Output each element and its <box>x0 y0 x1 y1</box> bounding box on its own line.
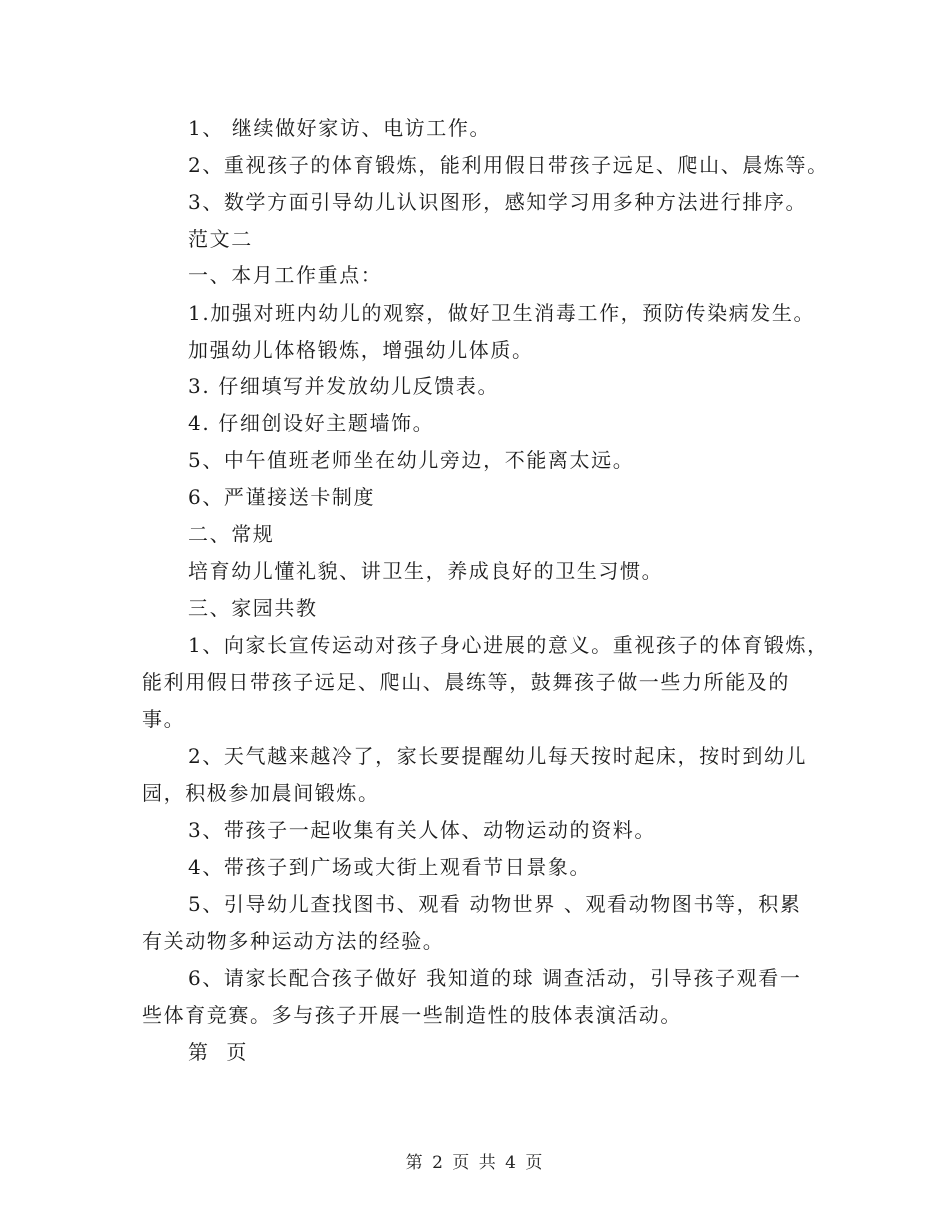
text-line: 第 页 <box>188 1040 253 1064</box>
page-number-footer: 第 2 页 共 4 页 <box>405 1153 545 1173</box>
text-line: 能利用假日带孩子远足、爬山、晨练等，鼓舞孩子做一些力所能及的 <box>142 670 790 694</box>
text-line: 2、重视孩子的体育锻炼，能利用假日带孩子远足、爬山、晨炼等。 <box>188 153 829 177</box>
text-line: 培育幼儿懂礼貌、讲卫生，养成良好的卫生习惯。 <box>188 559 664 583</box>
text-line: 些体育竞赛。多与孩子开展一些制造性的肢体表演活动。 <box>142 1003 682 1027</box>
text-line: 3、带孩子一起收集有关人体、动物运动的资料。 <box>188 818 656 842</box>
text-line: 3、数学方面引导幼儿认识图形，感知学习用多种方法进行排序。 <box>188 190 808 214</box>
section-heading: 三、家园共教 <box>188 596 318 620</box>
section-heading: 二、常规 <box>188 522 275 546</box>
text-line: 5、中午值班老师坐在幼儿旁边，不能离太远。 <box>188 448 635 472</box>
text-line: 事。 <box>142 707 186 731</box>
text-line: 1、向家长宣传运动对孩子身心进展的意义。重视孩子的体育锻炼， <box>188 633 829 657</box>
text-line: 2、天气越来越冷了，家长要提醒幼儿每天按时起床，按时到幼儿 <box>188 744 808 768</box>
section-heading: 范文二 <box>188 227 253 251</box>
text-line: 加强幼儿体格锻炼，增强幼儿体质。 <box>188 338 534 362</box>
text-line: 园，积极参加晨间锻炼。 <box>142 781 380 805</box>
text-line: 1.加强对班内幼儿的观察，做好卫生消毒工作，预防传染病发生。 <box>188 301 816 325</box>
section-heading: 一、本月工作重点： <box>188 263 383 287</box>
text-line: 1、 继续做好家访、电访工作。 <box>188 116 492 140</box>
text-line: 3. 仔细填写并发放幼儿反馈表。 <box>188 374 500 398</box>
text-line: 有关动物多种运动方法的经验。 <box>142 929 445 953</box>
text-line: 5、引导幼儿查找图书、观看 动物世界 、观看动物图书等，积累 <box>188 892 802 916</box>
text-line: 6、严谨接送卡制度 <box>188 485 376 509</box>
text-line: 4、带孩子到广场或大街上观看节日景象。 <box>188 855 592 879</box>
text-line: 6、请家长配合孩子做好 我知道的球 调查活动，引导孩子观看一 <box>188 966 802 990</box>
text-line: 4. 仔细创设好主题墙饰。 <box>188 411 435 435</box>
